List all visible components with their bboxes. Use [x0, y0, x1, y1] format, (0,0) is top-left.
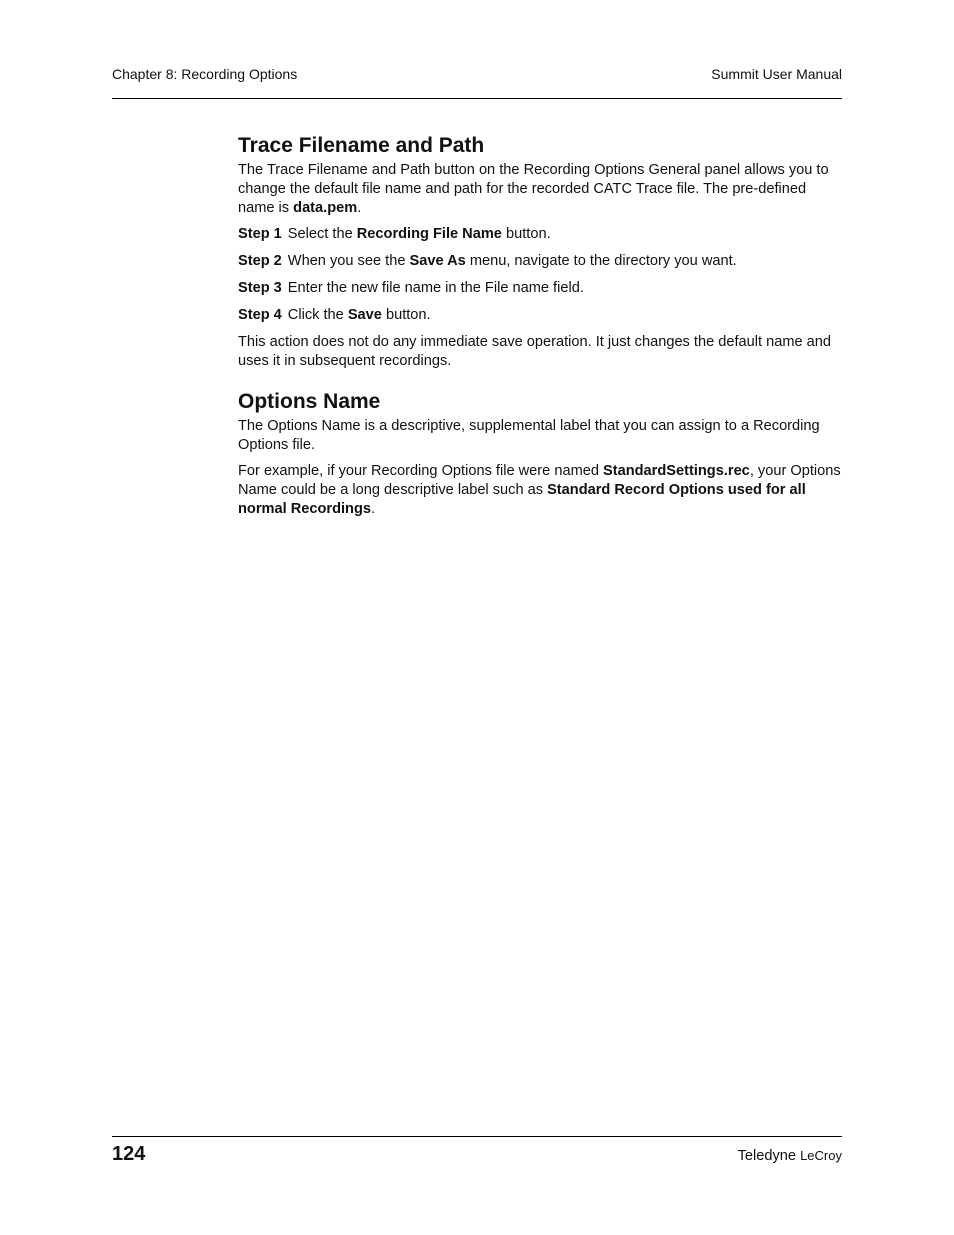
section-title-trace-filename: Trace Filename and Path — [238, 134, 485, 157]
header-rule — [112, 98, 842, 99]
options-name-example: For example, if your Recording Options file were named StandardSettings.rec, your Options Name could be a long descriptive label such as Standard Record Options used for all normal Recordings. — [238, 463, 841, 517]
section-note: This action does not do any immediate save operation. It just changes the default name and uses it in subsequent recordings. — [238, 334, 832, 369]
step-1: Step 1 Select the Recording File Name button. — [238, 226, 551, 242]
options-name-description: The Options Name is a descriptive, supplemental label that you can assign to a Recording Options file. — [238, 418, 820, 453]
step-3: Step 3 Enter the new file name in the File name field. — [238, 280, 584, 296]
step-4: Step 4 Click the Save button. — [238, 307, 431, 323]
section-intro: The Trace Filename and Path button on the Recording Options General panel allows you to change the default file name and path for the recorded CATC Trace file. The pre-defined name is data.pem. — [238, 162, 829, 216]
page-content — [238, 133, 842, 526]
section-title-options-name: Options Name — [238, 390, 381, 413]
company-name: Teledyne LeCroy — [737, 1148, 842, 1164]
page-number: 124 — [112, 1143, 146, 1165]
default-filename: data.pem — [293, 200, 358, 216]
footer-rule — [112, 1136, 842, 1137]
manual-title: Summit User Manual — [711, 66, 842, 82]
step-2: Step 2 When you see the Save As menu, navigate to the directory you want. — [238, 253, 737, 269]
chapter-title: Chapter 8: Recording Options — [112, 66, 298, 82]
page-header — [112, 66, 842, 84]
